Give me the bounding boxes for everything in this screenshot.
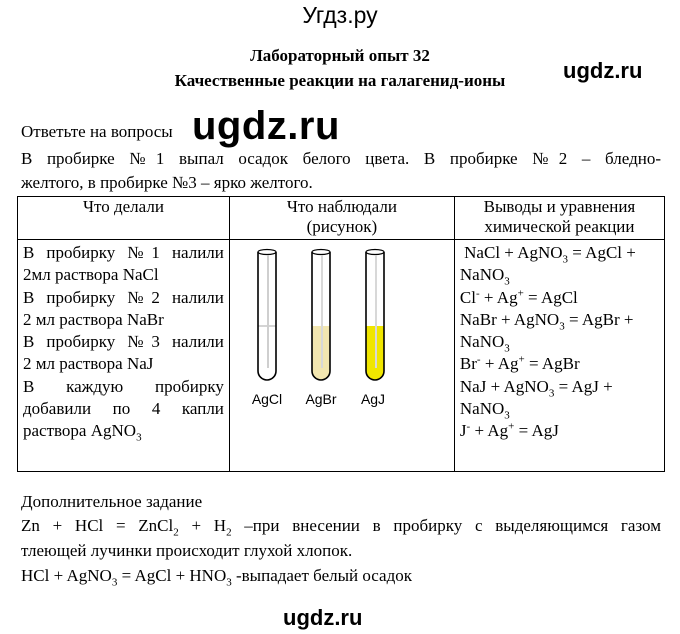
header-conclusions: Выводы и уравнения химической реакции	[454, 197, 664, 240]
intro-line: желтого, в пробирке №3 – ярко желтого.	[21, 173, 313, 192]
equation-line: NaNO$_3$	[459, 332, 510, 355]
tube-label: AgJ	[360, 391, 385, 407]
action-line: добавили по 4 капли	[23, 399, 224, 419]
watermark: ugdz.ru	[283, 605, 363, 630]
equation-line: NaNO$_3$	[459, 265, 510, 288]
extra-task-heading: Дополнительное задание	[21, 492, 203, 511]
actions-cell	[18, 240, 230, 472]
equation-line: Cl- + Ag+ = AgCl	[459, 286, 578, 307]
equation-line: Br- + Ag+ = AgBr	[459, 353, 580, 374]
extra-line: Zn + HCl = ZnCl$_2$ + $H_2$ –при внесении в пробирку с выделяющимся газом	[21, 516, 661, 539]
lab-table	[17, 196, 665, 472]
action-line: В пробирку №2 налили	[23, 287, 224, 307]
equation-line: NaCl + AgNO$_3$ = AgCl +	[464, 243, 636, 266]
action-line: 2мл раствора NaCl	[23, 265, 159, 285]
tubes-drawing-cell	[229, 240, 454, 472]
questions-prompt: Ответьте на вопросы	[21, 122, 173, 141]
equations-cell	[454, 240, 664, 472]
extra-line: HCl + AgNO$_3$ = AgCl + $HNO_3$ -выпадает белый осадок	[21, 566, 413, 589]
tube-label: AgBr	[305, 391, 337, 407]
header-observed: Что наблюдали (рисунок)	[229, 197, 454, 240]
equation-line: NaNO$_3$	[459, 399, 510, 422]
equation-line: NaBr + AgNO$_3$ = AgBr +	[459, 309, 634, 333]
action-line: В пробирку №3 налили	[23, 332, 224, 352]
action-line: В пробирку №1 налили	[23, 243, 224, 262]
test-tube-agj	[361, 250, 385, 408]
equation-line: NaJ + AgNO$_3$ = AgJ +	[459, 376, 613, 400]
action-line: раствора AgNO$_3$	[23, 421, 142, 444]
action-line: В каждую пробирку	[23, 376, 224, 396]
watermark: ugdz.ru	[563, 58, 643, 83]
action-line: 2 мл раствора NaBr	[23, 309, 164, 329]
extra-line: тлеющей лучинки происходит глухой хлопок.	[21, 541, 353, 560]
tube-label: AgCl	[251, 391, 283, 407]
test-tube-agcl	[252, 250, 282, 408]
intro-line: В пробирке №1 выпал осадок белого цвета. В пробирке №2 – бледно-	[21, 149, 661, 168]
test-tube-agbr	[305, 250, 336, 408]
action-line: 2 мл раствора NaJ	[23, 354, 154, 374]
equation-line: J- + Ag+ = AgJ	[459, 420, 559, 441]
site-header: Угдз.ру	[302, 2, 378, 28]
page-title: Лабораторный опыт 32	[250, 46, 430, 65]
watermark: ugdz.ru	[192, 104, 340, 148]
header-actions: Что делали	[18, 197, 230, 240]
page-subtitle: Качественные реакции на галагенид-ионы	[174, 71, 506, 90]
test-tubes-drawing	[230, 240, 454, 466]
